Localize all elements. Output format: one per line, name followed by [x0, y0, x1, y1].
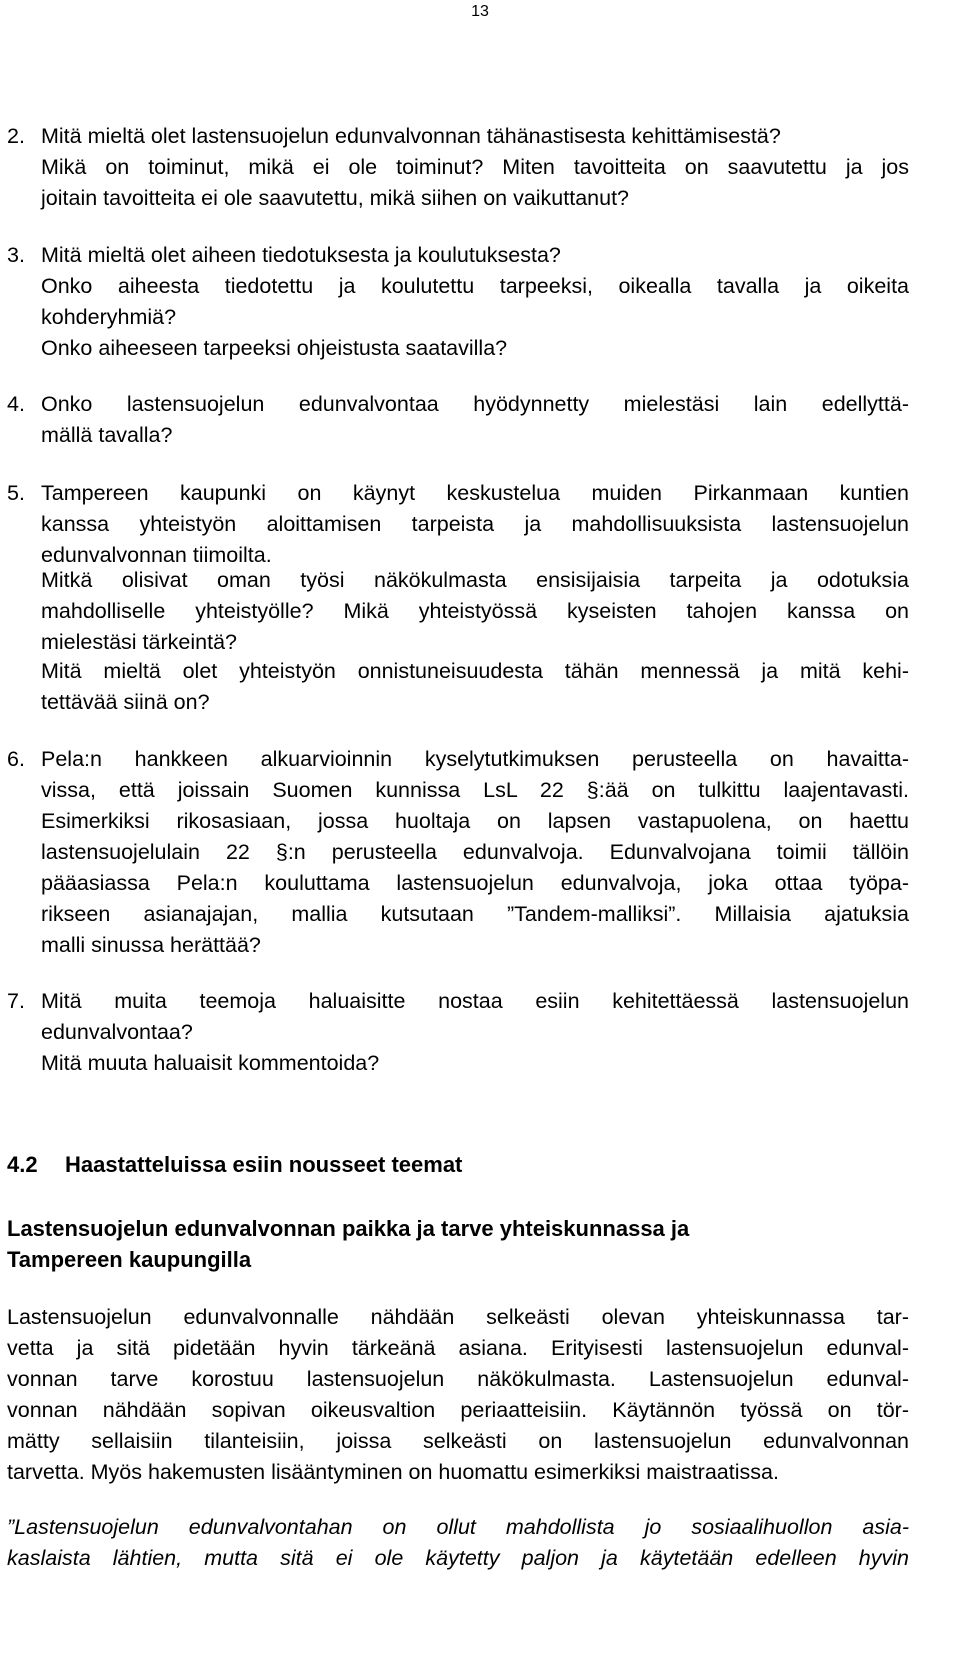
question-line: Onko aiheeseen tarpeeksi ohjeistusta saatavilla?	[41, 336, 508, 360]
paragraph-line: tarvetta. Myös hakemusten lisääntyminen on huomattu esimerkiksi maistraatissa.	[7, 1460, 779, 1484]
question-line: mällä tavalla?	[41, 423, 173, 447]
question-line: tettävää siinä on?	[41, 690, 210, 714]
page-number: 13	[471, 3, 489, 20]
question-line: pääasiassa Pela:n kouluttama lastensuojelun edunvalvoja, joka ottaa työpa-	[41, 871, 909, 895]
question-line: Tampereen kaupunki on käynyt keskustelua muiden Pirkanmaan kuntien	[41, 481, 909, 505]
paragraph-line: mätty sellaisiin tilanteisiin, joissa selkeästi on lastensuojelun edunvalvonnan	[7, 1429, 909, 1453]
question-line: Esimerkiksi rikosasiaan, jossa huoltaja on lapsen vastapuolena, on haettu	[41, 809, 909, 833]
question-number: 6.	[7, 747, 25, 771]
question-line: lastensuojelulain 22 §:n perusteella edunvalvoja. Edunvalvojana toimii tällöin	[41, 840, 909, 864]
question-line: kanssa yhteistyön aloittamisen tarpeista ja mahdollisuuksista lastensuojelun	[41, 512, 909, 536]
question-line: Mitkä olisivat oman työsi näkökulmasta ensisijaisia tarpeita ja odotuksia	[41, 568, 909, 592]
question-line: Onko aiheesta tiedotettu ja koulutettu tarpeeksi, oikealla tavalla ja oikeita	[41, 274, 909, 298]
question-number: 4.	[7, 392, 25, 416]
question-line: kohderyhmiä?	[41, 305, 177, 329]
paragraph-line: vonnan nähdään sopivan oikeusvaltion periaatteisiin. Käytännön työssä on tör-	[7, 1398, 909, 1422]
question-line: joitain tavoitteita ei ole saavutettu, mikä siihen on vaikuttanut?	[41, 186, 630, 210]
paragraph-line: vonnan tarve korostuu lastensuojelun näkökulmasta. Lastensuojelun edunval-	[7, 1367, 909, 1391]
question-number: 3.	[7, 243, 25, 267]
paragraph-line: Lastensuojelun edunvalvonnalle nähdään selkeästi olevan yhteiskunnassa tar-	[7, 1305, 909, 1329]
question-line: vissa, että joissain Suomen kunnissa LsL 22 §:ää on tulkittu laajentavasti.	[41, 778, 909, 802]
question-line: Mitä mieltä olet aiheen tiedotuksesta ja koulutuksesta?	[41, 243, 561, 267]
question-line: rikseen asianajajan, mallia kutsutaan ”Tandem-malliksi”. Millaisia ajatuksia	[41, 902, 909, 926]
question-line: mahdolliselle yhteistyölle? Mikä yhteistyössä kyseisten tahojen kanssa on	[41, 599, 909, 623]
question-line: Mitä muuta haluaisit kommentoida?	[41, 1051, 380, 1075]
question-line: malli sinussa herättää?	[41, 933, 261, 957]
question-line: edunvalvontaa?	[41, 1020, 193, 1044]
section-number: 4.2	[7, 1152, 38, 1177]
subheading-line: Tampereen kaupungilla	[7, 1247, 252, 1272]
question-line: Onko lastensuojelun edunvalvontaa hyödynnetty mielestäsi lain edellyttä-	[41, 392, 909, 416]
quote-line: ”Lastensuojelun edunvalvontahan on ollut mahdollista jo sosiaalihuollon asia-	[7, 1515, 909, 1539]
question-line: Mitä muita teemoja haluaisitte nostaa esiin kehitettäessä lastensuojelun	[41, 989, 909, 1013]
question-number: 2.	[7, 124, 25, 148]
question-line: mielestäsi tärkeintä?	[41, 630, 237, 654]
question-line: edunvalvonnan tiimoilta.	[41, 543, 272, 567]
question-line: Mikä on toiminut, mikä ei ole toiminut? Miten tavoitteita on saavutettu ja jos	[41, 155, 909, 179]
subheading-line: Lastensuojelun edunvalvonnan paikka ja tarve yhteiskunnassa ja	[7, 1216, 690, 1241]
question-number: 7.	[7, 989, 25, 1013]
question-line: Mitä mieltä olet lastensuojelun edunvalvonnan tähänastisesta kehittämisestä?	[41, 124, 781, 148]
paragraph-line: vetta ja sitä pidetään hyvin tärkeänä asiana. Erityisesti lastensuojelun edunval-	[7, 1336, 909, 1360]
section-title: Haastatteluissa esiin nousseet teemat	[65, 1152, 463, 1177]
section-heading	[7, 1150, 462, 1180]
question-line: Mitä mieltä olet yhteistyön onnistuneisuudesta tähän mennessä ja mitä kehi-	[41, 659, 909, 683]
question-number: 5.	[7, 481, 25, 505]
quote-line: kaslaista lähtien, mutta sitä ei ole käytetty paljon ja käytetään edelleen hyvin	[7, 1546, 909, 1570]
question-line: Pela:n hankkeen alkuarvioinnin kyselytutkimuksen perusteella on havaitta-	[41, 747, 909, 771]
